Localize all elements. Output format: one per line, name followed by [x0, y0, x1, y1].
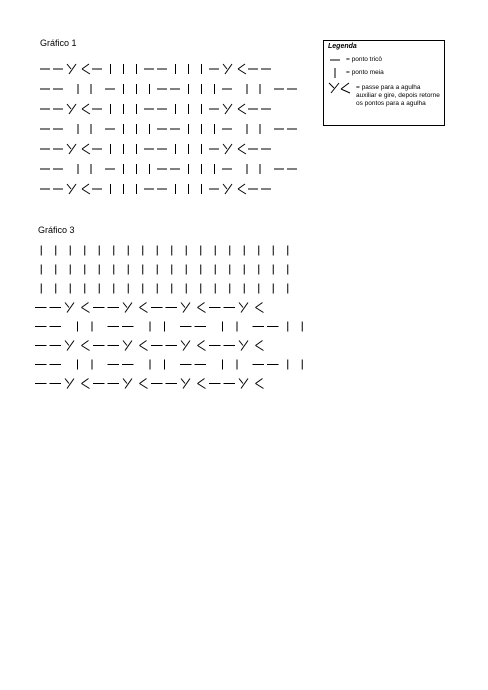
cable-stitch — [67, 64, 71, 69]
cable-stitch — [241, 303, 248, 313]
legend-cable-text: = passe para a agulha auxiliar e gire, depois retorne os pontos para a agulha — [356, 84, 440, 107]
cable-stitch — [82, 104, 89, 109]
cable-stitch — [256, 384, 264, 389]
cable-stitch — [256, 346, 264, 351]
cable-stitch — [223, 184, 227, 189]
cable-stitch — [140, 346, 148, 351]
cable-stitch — [67, 303, 74, 313]
knit-symbol-icon — [328, 67, 342, 79]
cable-stitch — [125, 341, 132, 351]
chart1-title: Gráfico 1 — [40, 38, 77, 48]
cable-stitch — [183, 379, 190, 389]
cable-stitch — [65, 341, 69, 346]
cable-stitch — [125, 303, 132, 313]
cable-stitch — [198, 303, 205, 308]
cable-stitch — [123, 303, 127, 308]
cable-stitch — [239, 303, 243, 308]
cable-stitch — [256, 341, 263, 346]
cable-stitch — [238, 184, 245, 189]
cable-stitch — [181, 341, 185, 346]
cable-stitch — [82, 109, 90, 114]
legend-knit-text: = ponto meia — [346, 69, 384, 76]
cable-stitch — [238, 149, 246, 154]
chart3-title: Gráfico 3 — [38, 225, 75, 235]
cable-stitch — [239, 341, 243, 346]
cable-stitch — [123, 379, 127, 384]
cable-stitch — [82, 346, 90, 351]
cable-stitch — [198, 341, 205, 346]
cable-stitch — [140, 308, 148, 313]
cable-stitch — [69, 104, 76, 114]
cable-stitch — [183, 303, 190, 313]
cable-stitch — [82, 149, 90, 154]
cable-stitch — [65, 303, 69, 308]
chart3-grid — [33, 240, 303, 400]
legend-purl-text: = ponto tricô — [346, 56, 382, 63]
cable-stitch — [140, 384, 148, 389]
cable-stitch — [123, 341, 127, 346]
cable-stitch — [198, 384, 206, 389]
cable-stitch — [69, 184, 76, 194]
cable-stitch — [82, 69, 90, 74]
cable-stitch — [181, 303, 185, 308]
cable-stitch — [69, 144, 76, 154]
legend-box — [323, 40, 445, 126]
cable-stitch — [69, 64, 76, 74]
cable-stitch — [82, 144, 89, 149]
cable-stitch — [225, 184, 232, 194]
cable-stitch — [223, 64, 227, 69]
cable-stitch — [238, 64, 245, 69]
cable-stitch — [82, 189, 90, 194]
legend-title: Legenda — [328, 43, 357, 50]
cable-stitch — [256, 308, 264, 313]
cable-stitch — [183, 341, 190, 351]
cable-stitch — [238, 144, 245, 149]
cable-stitch — [239, 379, 243, 384]
cable-stitch — [140, 379, 147, 384]
cable-stitch — [82, 384, 90, 389]
cable-stitch — [181, 379, 185, 384]
cable-stitch — [256, 379, 263, 384]
cable-stitch — [225, 144, 232, 154]
chart1-grid — [38, 58, 308, 198]
cable-stitch — [238, 109, 246, 114]
cable-stitch — [225, 64, 232, 74]
cable-stitch — [256, 303, 263, 308]
cable-stitch — [198, 308, 206, 313]
cable-stitch — [223, 144, 227, 149]
cable-stitch — [65, 379, 69, 384]
cable-stitch — [67, 341, 74, 351]
cable-stitch — [140, 341, 147, 346]
cable-stitch — [82, 64, 89, 69]
cable-stitch — [67, 104, 71, 109]
purl-symbol-icon — [328, 55, 342, 65]
cable-stitch — [125, 379, 132, 389]
cable-stitch — [67, 379, 74, 389]
cable-stitch — [241, 379, 248, 389]
cable-stitch — [238, 69, 246, 74]
cable-stitch — [223, 104, 227, 109]
cable-stitch — [82, 308, 90, 313]
cable-stitch — [198, 379, 205, 384]
cable-stitch — [82, 184, 89, 189]
cable-stitch — [225, 104, 232, 114]
cable-stitch — [238, 189, 246, 194]
cable-stitch — [67, 184, 71, 189]
cable-stitch — [140, 303, 147, 308]
cable-stitch — [198, 346, 206, 351]
cable-stitch — [82, 379, 89, 384]
cable-stitch — [82, 303, 89, 308]
cable-stitch — [241, 341, 248, 351]
cable-stitch — [82, 341, 89, 346]
cable-symbol-icon — [328, 82, 352, 94]
cable-stitch — [67, 144, 71, 149]
cable-stitch — [238, 104, 245, 109]
